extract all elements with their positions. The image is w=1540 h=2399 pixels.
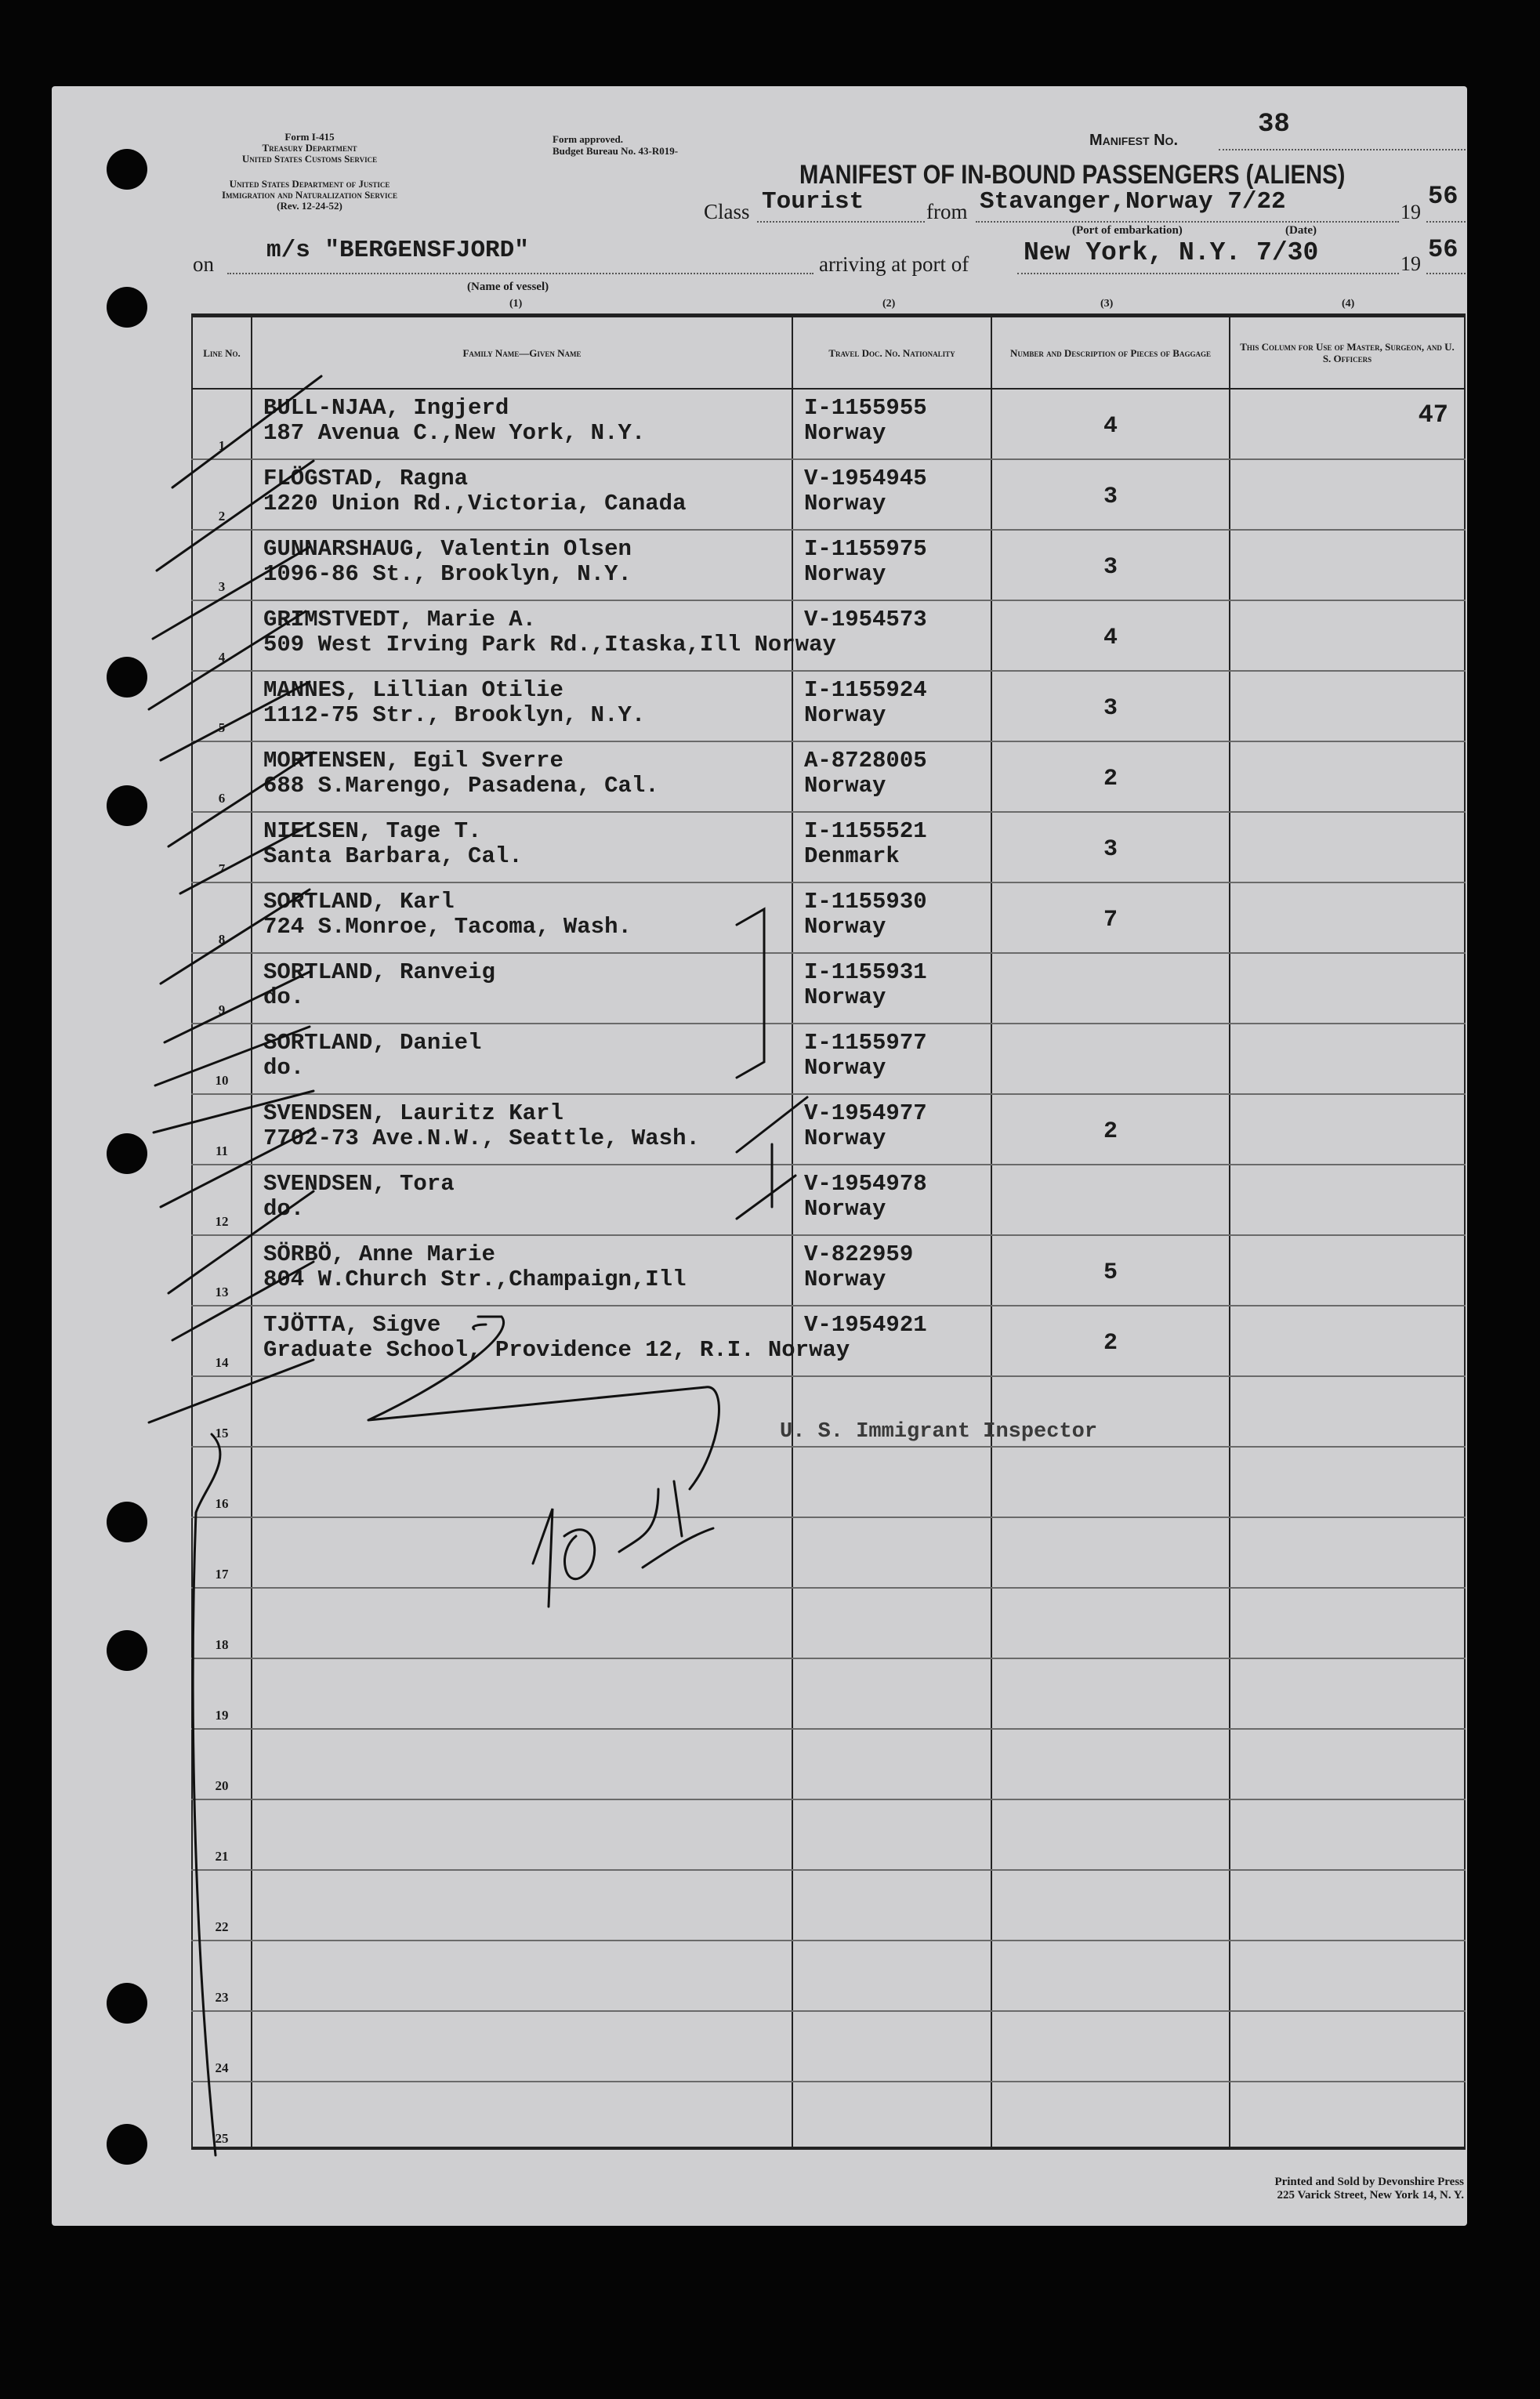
from-label: from [926, 200, 968, 223]
line-number: 7 [218, 861, 226, 876]
nationality: Norway [804, 491, 886, 516]
year-prefix-1: 19 [1400, 201, 1421, 223]
passenger-name: MORTENSEN, Egil Sverre [263, 748, 563, 774]
line-number: 12 [215, 1214, 229, 1229]
on-label: on [193, 252, 214, 276]
printer-line-1: Printed and Sold by Devonshire Press [1274, 2176, 1464, 2188]
official-note: 47 [1418, 400, 1448, 429]
passenger-address: 509 West Irving Park Rd.,Itaska,Ill Norway [263, 632, 836, 658]
line-number: 18 [215, 1637, 229, 1652]
class-value: Tourist [762, 188, 864, 216]
passenger-name: SÖRBÖ, Anne Marie [263, 1241, 495, 1267]
date-caption: (Date) [1285, 224, 1317, 237]
passenger-name: SVENDSEN, Lauritz Karl [263, 1100, 563, 1126]
passenger-address: Graduate School, Providence 12, R.I. Norway [263, 1337, 850, 1363]
passenger-address: 7702-73 Ave.N.W., Seattle, Wash. [263, 1125, 700, 1151]
nationality: Norway [804, 1125, 886, 1151]
handwritten-note [940, 2312, 944, 2313]
passenger-address: do. [263, 1196, 305, 1222]
passenger-name: SVENDSEN, Tora [263, 1171, 455, 1197]
passenger-address: 724 S.Monroe, Tacoma, Wash. [263, 914, 632, 940]
travel-doc-number: V-1954945 [804, 466, 927, 491]
line-number: 13 [215, 1285, 229, 1299]
line-number: 15 [215, 1426, 229, 1440]
line-number: 4 [218, 650, 226, 665]
col-header-use: This Column for Use of Master, Surgeon, and U. S. Officers [1230, 316, 1465, 390]
passenger-address: Santa Barbara, Cal. [263, 843, 523, 869]
form-approved: Form approved. [553, 133, 624, 145]
line-number: 19 [215, 1708, 229, 1723]
nationality: Norway [804, 702, 886, 728]
printer-imprint [1174, 2176, 1464, 2202]
passenger-address: 1220 Union Rd.,Victoria, Canada [263, 491, 687, 516]
line-number: 14 [215, 1355, 229, 1370]
line-number: 22 [215, 1919, 229, 1934]
passenger-name: FLÖGSTAD, Ragna [263, 466, 469, 491]
passenger-name: SORTLAND, Daniel [263, 1030, 482, 1056]
passenger-address: 804 W.Church Str.,Champaign,Ill [263, 1267, 687, 1292]
nationality: Norway [804, 561, 886, 587]
baggage-count: 7 [1103, 907, 1118, 933]
passenger-address: do. [263, 984, 305, 1010]
baggage-count: 5 [1103, 1259, 1118, 1286]
vessel-name: m/s "BERGENSFJORD" [266, 237, 529, 264]
line-number: 10 [215, 1073, 229, 1088]
treasury-dept: Treasury Department [262, 142, 357, 154]
travel-doc-number: I-1155975 [804, 536, 927, 562]
col-header-doc: Travel Doc. No. Nationality [792, 316, 991, 390]
col-num-4: (4) [1342, 298, 1355, 310]
ins-service: Immigration and Naturalization Service [221, 189, 398, 201]
travel-doc-number: I-1155924 [804, 677, 927, 703]
baggage-count: 3 [1103, 484, 1118, 510]
line-number: 3 [218, 579, 226, 594]
travel-doc-number: I-1155521 [804, 818, 927, 844]
line-number: 21 [215, 1849, 229, 1864]
class-label: Class [704, 200, 750, 223]
nationality: Norway [804, 1055, 886, 1081]
passenger-address: 1096-86 St., Brooklyn, N.Y. [263, 561, 632, 587]
inspector-title: U. S. Immigrant Inspector [780, 1420, 1098, 1444]
col-num-3: (3) [1100, 298, 1114, 310]
line-number: 17 [215, 1567, 229, 1582]
line-number: 24 [215, 2060, 229, 2075]
arriving-label: arriving at port of [819, 252, 969, 276]
nationality: Norway [804, 984, 886, 1010]
passenger-name: SORTLAND, Ranveig [263, 959, 495, 985]
arrival-port: New York, N.Y. 7/30 [1024, 238, 1319, 267]
baggage-count: 4 [1103, 413, 1118, 440]
line-number: 1 [218, 438, 226, 453]
travel-doc-number: V-1954978 [804, 1171, 927, 1197]
year-1: 56 [1428, 182, 1458, 211]
travel-doc-number: V-1954573 [804, 607, 927, 632]
line-number: 8 [218, 932, 226, 947]
line-number: 25 [215, 2131, 229, 2146]
baggage-count: 2 [1103, 1118, 1118, 1145]
passenger-name: NIELSEN, Tage T. [263, 818, 482, 844]
travel-doc-number: I-1155930 [804, 889, 927, 915]
travel-doc-number: I-1155931 [804, 959, 927, 985]
baggage-count: 3 [1103, 554, 1118, 581]
line-number: 16 [215, 1496, 229, 1511]
printer-line-2: 225 Varick Street, New York 14, N. Y. [1277, 2189, 1464, 2201]
port-embark-caption: (Port of embarkation) [1072, 224, 1183, 237]
line-number: 9 [218, 1002, 226, 1017]
passenger-address: do. [263, 1055, 305, 1081]
line-number: 11 [215, 1143, 229, 1158]
form-number: Form I-415 [284, 131, 335, 143]
line-number: 6 [218, 791, 226, 806]
baggage-count: 2 [1103, 1330, 1118, 1357]
travel-doc-number: V-822959 [804, 1241, 914, 1267]
col-header-name: Family Name—Given Name [252, 316, 792, 390]
passenger-name: GUNNARSHAUG, Valentin Olsen [263, 536, 632, 562]
year-2: 56 [1428, 235, 1458, 264]
passenger-name: GRIMSTVEDT, Marie A. [263, 607, 537, 632]
nationality: Norway [804, 1196, 886, 1222]
line-number: 20 [215, 1778, 229, 1793]
budget-bureau: Budget Bureau No. 43-R019- [553, 145, 679, 157]
travel-doc-number: V-1954921 [804, 1312, 927, 1338]
baggage-count: 2 [1103, 766, 1118, 792]
port-embarkation: Stavanger,Norway 7/22 [980, 188, 1286, 216]
line-number: 2 [218, 509, 226, 524]
baggage-count: 3 [1103, 836, 1118, 863]
vessel-caption: (Name of vessel) [467, 281, 549, 293]
form-revision: (Rev. 12-24-52) [277, 200, 342, 212]
nationality: Norway [804, 1267, 886, 1292]
travel-doc-number: I-1155977 [804, 1030, 927, 1056]
passenger-name: TJÖTTA, Sigve [263, 1312, 441, 1338]
passenger-address: 688 S.Marengo, Pasadena, Cal. [263, 773, 659, 799]
passenger-name: SORTLAND, Karl [263, 889, 455, 915]
page-title: MANIFEST OF IN-BOUND PASSENGERS (ALIENS) [799, 160, 1346, 190]
nationality: Norway [804, 773, 886, 799]
passenger-name: MANNES, Lillian Otilie [263, 677, 563, 703]
manifest-number: 38 [1258, 110, 1290, 140]
nationality: Norway [804, 914, 886, 940]
col-num-1: (1) [509, 298, 523, 310]
travel-doc-number: I-1155955 [804, 395, 927, 421]
nationality: Denmark [804, 843, 900, 869]
travel-doc-number: A-8728005 [804, 748, 927, 774]
passenger-address: 187 Avenua C.,New York, N.Y. [263, 420, 646, 446]
manifest-no-label: Manifest No. [1089, 132, 1178, 149]
passenger-address: 1112-75 Str., Brooklyn, N.Y. [263, 702, 646, 728]
line-number: 5 [218, 720, 226, 735]
customs-service: United States Customs Service [241, 153, 378, 165]
nationality: Norway [804, 420, 886, 446]
col-num-2: (2) [882, 298, 896, 310]
baggage-count: 3 [1103, 695, 1118, 722]
travel-doc-number: V-1954977 [804, 1100, 927, 1126]
col-header-line: Line No. [192, 316, 252, 390]
line-number: 23 [215, 1990, 229, 2005]
col-header-baggage: Number and Description of Pieces of Baggage [991, 316, 1230, 390]
baggage-count: 4 [1103, 625, 1118, 651]
passenger-name: BULL-NJAA, Ingjerd [263, 395, 509, 421]
justice-dept: United States Department of Justice [229, 178, 390, 190]
year-prefix-2: 19 [1400, 252, 1421, 275]
